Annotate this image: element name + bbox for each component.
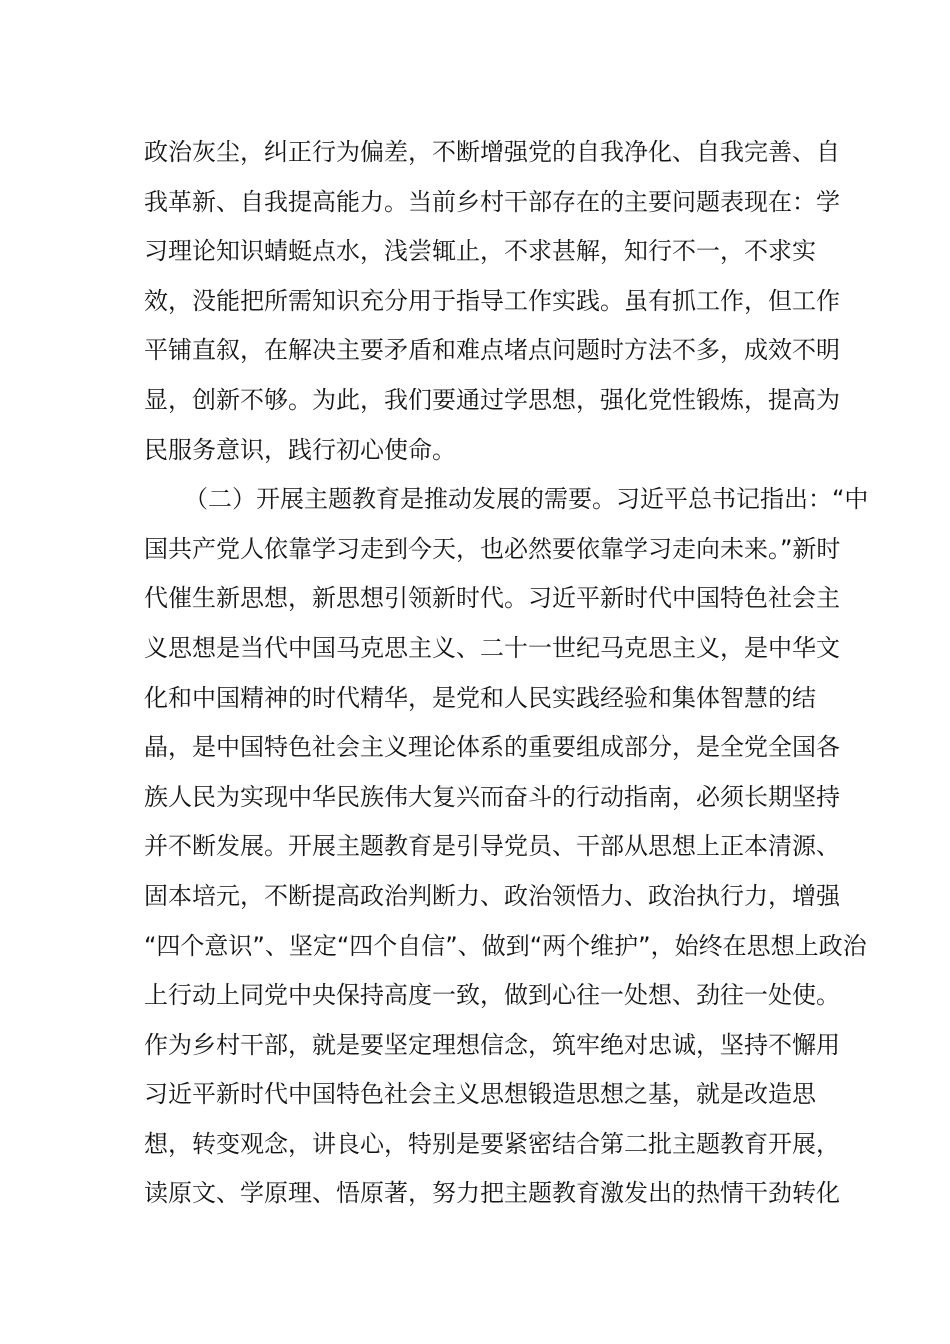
section-heading-line: （二）开展主题教育是推动发展的需要。习近平总书记指出：“中 [184, 485, 869, 514]
text-line: 习理论知识蜻蜓点水，浅尝辄止，不求甚解，知行不一，不求实 [144, 237, 816, 266]
text-line: 固本培元，不断提高政治判断力、政治领悟力、政治执行力，增强 [144, 881, 840, 910]
text-line: 作为乡村干部，就是要坚定理想信念，筑牢绝对忠诚，坚持不懈用 [144, 1030, 840, 1059]
text-line: 上行动上同党中央保持高度一致，做到心往一处想、劲往一处使。 [144, 981, 840, 1010]
text-line: 习近平新时代中国特色社会主义思想锻造思想之基，就是改造思 [144, 1080, 816, 1109]
text-line: 读原文、学原理、悟原著，努力把主题教育激发出的热情干劲转化 [144, 1179, 840, 1208]
text-line: 显，创新不够。为此，我们要通过学思想，强化党性锻炼，提高为 [144, 385, 840, 414]
text-line: 代催生新思想，新思想引领新时代。习近平新时代中国特色社会主 [144, 584, 840, 613]
text-line: 化和中国精神的时代精华，是党和人民实践经验和集体智慧的结 [144, 683, 816, 712]
text-line: 我革新、自我提高能力。当前乡村干部存在的主要问题表现在：学 [144, 187, 840, 216]
text-line: 并不断发展。开展主题教育是引导党员、干部从思想上正本清源、 [144, 832, 840, 861]
text-line: 晶，是中国特色社会主义理论体系的重要组成部分，是全党全国各 [144, 733, 840, 762]
text-line: 国共产党人依靠学习走到今天，也必然要依靠学习走向未来。”新时 [144, 534, 841, 563]
text-line: “四个意识”、坚定“四个自信”、做到“两个维护”，始终在思想上政治 [144, 931, 867, 960]
text-line: 民服务意识，践行初心使命。 [144, 435, 456, 464]
text-line: 效，没能把所需知识充分用于指导工作实践。虽有抓工作，但工作 [144, 286, 840, 315]
text-line: 平铺直叙，在解决主要矛盾和难点堵点问题时方法不多，成效不明 [144, 336, 840, 365]
text-line: 义思想是当代中国马克思主义、二十一世纪马克思主义，是中华文 [144, 633, 840, 662]
text-line: 政治灰尘，纠正行为偏差，不断增强党的自我净化、自我完善、自 [144, 138, 840, 166]
body-text [144, 128, 869, 1219]
text-line: 族人民为实现中华民族伟大复兴而奋斗的行动指南，必须长期坚持 [144, 782, 840, 811]
text-line: 想，转变观念，讲良心，特别是要紧密结合第二批主题教育开展， [144, 1129, 840, 1158]
